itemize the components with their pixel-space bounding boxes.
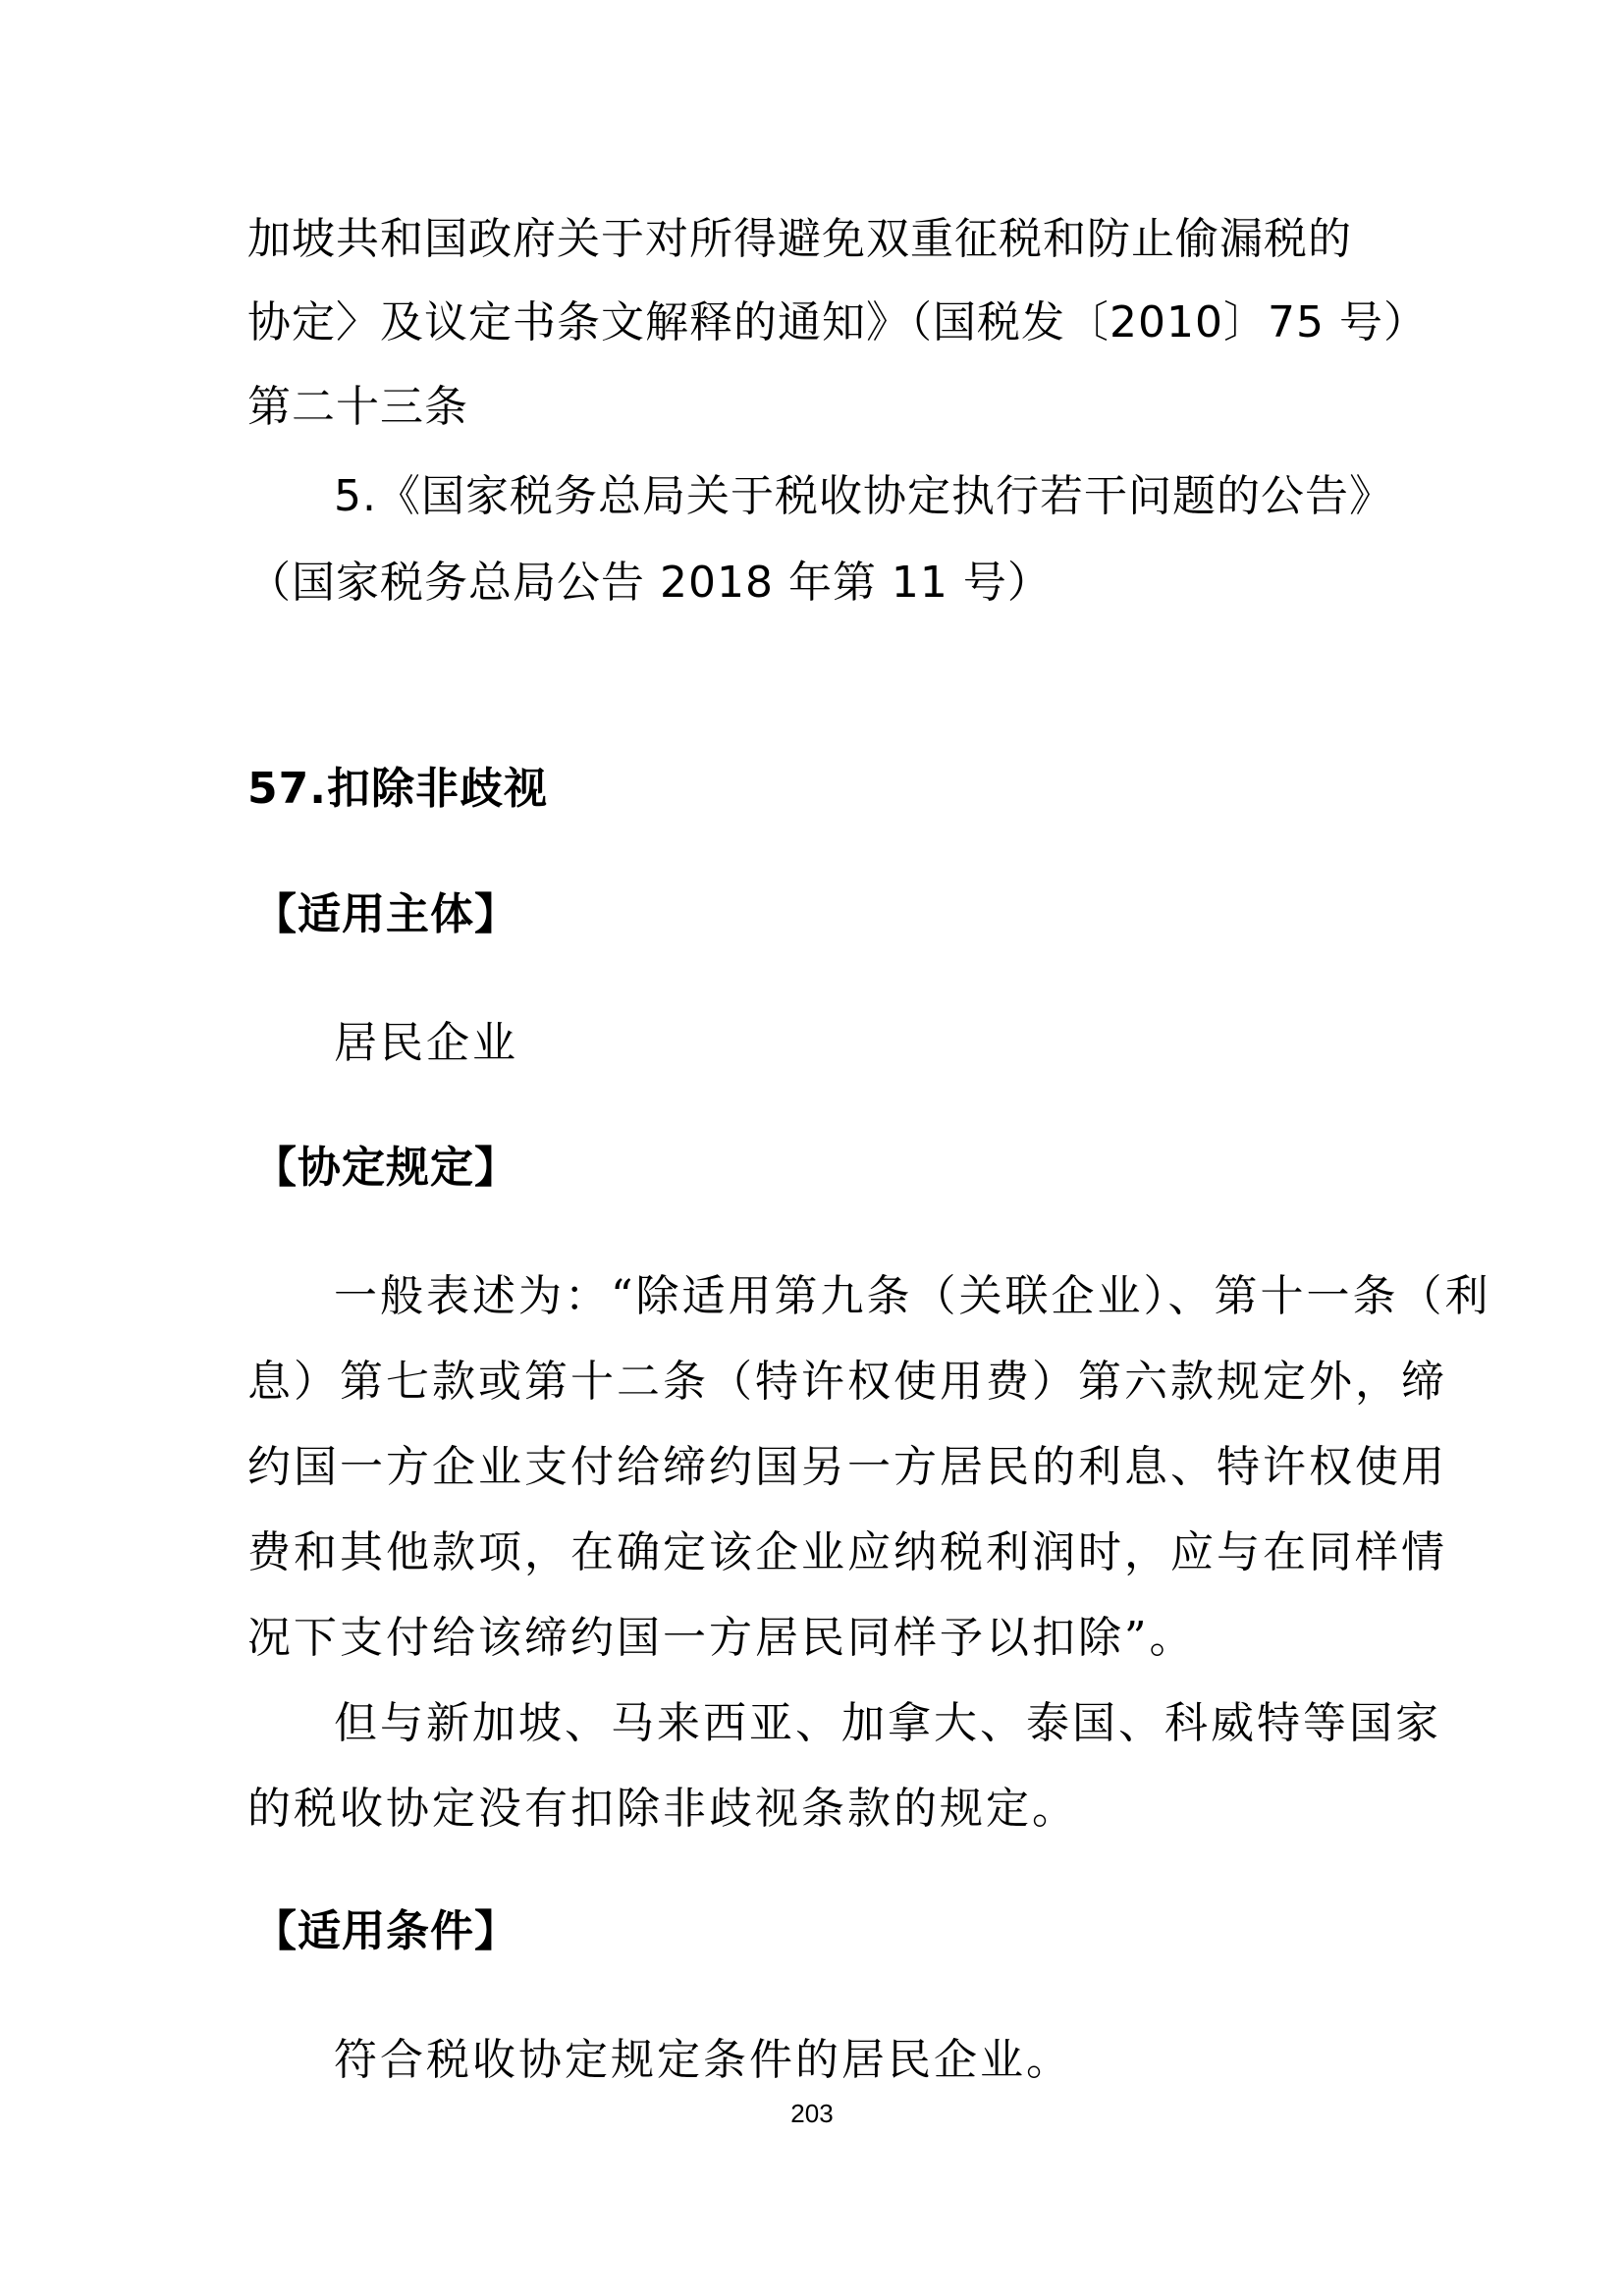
treaty-provision-para2-line-2: 的税收协定没有扣除非歧视条款的规定。 [247,1784,1078,1834]
reference-line-1: 加坡共和国政府关于对所得避免双重征税和防止偷漏税的 [247,214,1352,264]
heading-treaty-provision: 【协定规定】 [253,1143,518,1193]
treaty-provision-para2-line-1: 但与新加坡、马来西亚、加拿大、泰国、科威特等国家 [334,1698,1441,1748]
applicable-conditions-content: 符合税收协定规定条件的居民企业。 [334,2035,1072,2085]
treaty-provision-para1-line-4: 费和其他款项，在确定该企业应纳税利润时，应与在同样情 [247,1527,1447,1577]
treaty-provision-para1-line-1: 一般表述为：“除适用第九条（关联企业）、第十一条（利 [334,1271,1491,1321]
treaty-provision-para1-line-3: 约国一方企业支付给缔约国另一方居民的利息、特许权使用 [247,1442,1447,1492]
heading-applicable-subject: 【适用主体】 [253,889,518,939]
reference-line-2: 协定〉及议定书条文解释的通知》（国税发〔2010〕75 号） [247,297,1428,347]
treaty-provision-para1-line-5: 况下支付给该缔约国一方居民同样予以扣除”。 [247,1613,1196,1663]
heading-applicable-conditions: 【适用条件】 [253,1906,518,1956]
applicable-subject-content: 居民企业 [334,1018,518,1068]
treaty-provision-para1-line-2: 息）第七款或第十二条（特许权使用费）第六款规定外，缔 [247,1357,1447,1407]
section-title: 57.扣除非歧视 [247,764,548,814]
reference-line-3: 第二十三条 [247,382,468,432]
page-number: 203 [790,2099,834,2128]
reference-item-5-line-2: （国家税务总局公告 2018 年第 11 号） [247,558,1052,608]
reference-item-5-line-1: 5.《国家税务总局关于税收协定执行若干问题的公告》 [334,471,1393,521]
